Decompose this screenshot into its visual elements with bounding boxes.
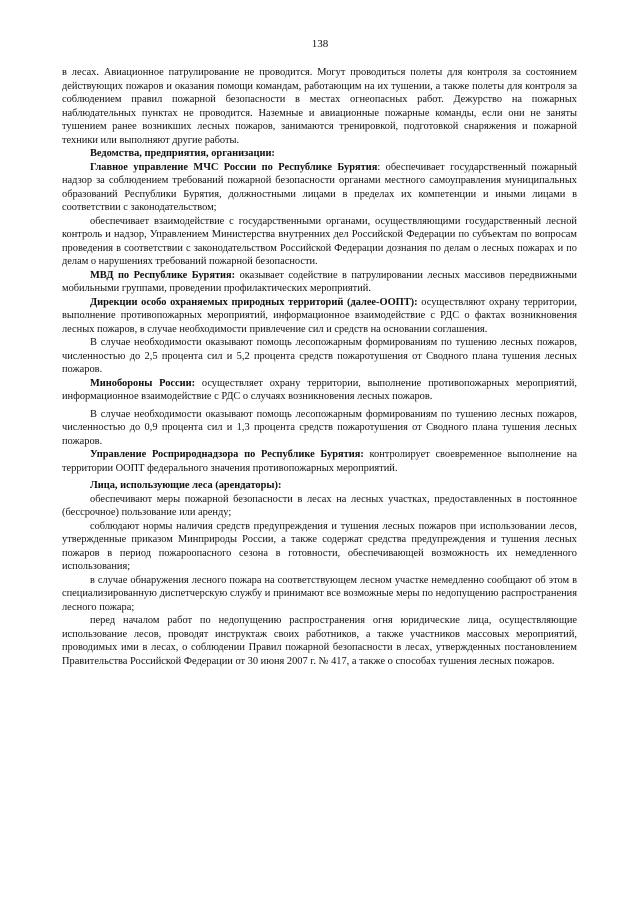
paragraph-tenants-4: перед началом работ по недопущению распространения огня юридические лица, осуществляющие использование лесов, проводят инструктаж своих работников, а также участников массовых мероприятий, проводимых ими в лесах, о соблюдении Правил пожарной безопасности в лесах, утвержденных постановлением Правительства Российской Федерации от 30 июня 2007 г. № 417, а также о способах тушения лесных пожаров. xyxy=(62,615,577,667)
page-number: 138 xyxy=(311,38,329,50)
paragraph-mchs: Главное управление МЧС России по Республике Бурятия: обеспечивает государственный пожарный надзор за соблюдением требований пожарной безопасности органами местного самоуправления муниципальных образований Республики Бурятия, должностными лицами в пределах их компетенции и иными лицами в соответствии с законодательством; xyxy=(62,161,577,213)
paragraph-tenants-2: соблюдают нормы наличия средств предупреждения и тушения лесных пожаров при использовании лесов, утвержденные приказом Минприроды России, а также содержат средства предупреждения и тушения лесных пожаров в период пожароопасного сезона в готовности, обеспечивающей возможность их немедленного использования; xyxy=(62,520,577,572)
paragraph-minoborony: Минобороны России: осуществляет охрану территории, выполнение противопожарных мероприятий, информационное взаимодействие с РДС о случаях возникновения лесных пожаров. xyxy=(62,377,577,402)
paragraph-minoborony-help: В случае необходимости оказывают помощь лесопожарным формированиям по тушению лесных пожаров, численностью до 0,9 процента сил и 1,3 процента средств пожаротушения от Сводного плана тушения лесных пожаров. xyxy=(62,408,577,447)
paragraph-1: в лесах. Авиационное патрулирование не проводится. Могут проводиться полеты для контроля за состоянием действующих пожаров и оказания помощи командам, работающим на их тушении, а также полеты для контроля за соблюдением правил пожарной безопасности в местах огнеопасных работ. Дежурство на пожарных наблюдательных пунктах не проводится. Наземные и авиационные пожарные команды, если они не заняты тушением ранее возникших лесных пожаров, занимаются тренировкой, подготовкой снаряжения и пожарной техники или выполняют другие работы. xyxy=(62,67,577,146)
paragraph-mvd: МВД по Республике Бурятия: оказывает содействие в патрулировании лесных массивов передвижными мобильными группами, проведении профилактических мероприятий. xyxy=(62,269,577,294)
document-body xyxy=(62,66,577,668)
paragraph-oopt-help: В случае необходимости оказывают помощь лесопожарным формированиям по тушению лесных пожаров, численностью до 2,5 процента сил и 5,2 процента средств пожаротушения от Сводного плана тушения лесных пожаров. xyxy=(62,337,577,375)
paragraph-tenants-1: обеспечивают меры пожарной безопасности в лесах на лесных участках, предоставленных в постоянное (бессрочное) пользование или аренду; xyxy=(62,493,577,518)
paragraph-rosprirodnadzor: Управление Росприроднадзора по Республике Бурятия: контролирует своевременное выполнение на территории ООПТ федерального значения противопожарных мероприятий. xyxy=(62,449,577,474)
section-heading-agencies: Ведомства, предприятия, организации: xyxy=(90,148,275,159)
paragraph-tenants-3: в случае обнаружения лесного пожара на соответствующем лесном участке немедленно сообщают об этом в специализированную диспетчерскую службу и принимают все возможные меры по недопущению распространения лесного пожара; xyxy=(62,574,577,613)
section-heading-tenants: Лица, использующие леса (арендаторы): xyxy=(90,480,282,491)
paragraph-oopt: Дирекции особо охраняемых природных территорий (далее-ООПТ): осуществляют охрану территории, выполнение противопожарных мероприятий, информационное взаимодействие с РДС о фактах возникновения лесных пожаров, в случае необходимости привлечение сил и средств на основании соглашения. xyxy=(62,296,578,335)
paragraph-mchs-interaction: обеспечивает взаимодействие с государственными органами, осуществляющими государственный лесной контроль и надзор, Управлением Министерства внутренних дел Российской Федерации по субъектам по вопросам проведения в соответствии с законодательством Российской Федерации дознания по делам о лесных пожарах и по делам о нарушениях требований пожарной безопасности. xyxy=(62,215,577,267)
